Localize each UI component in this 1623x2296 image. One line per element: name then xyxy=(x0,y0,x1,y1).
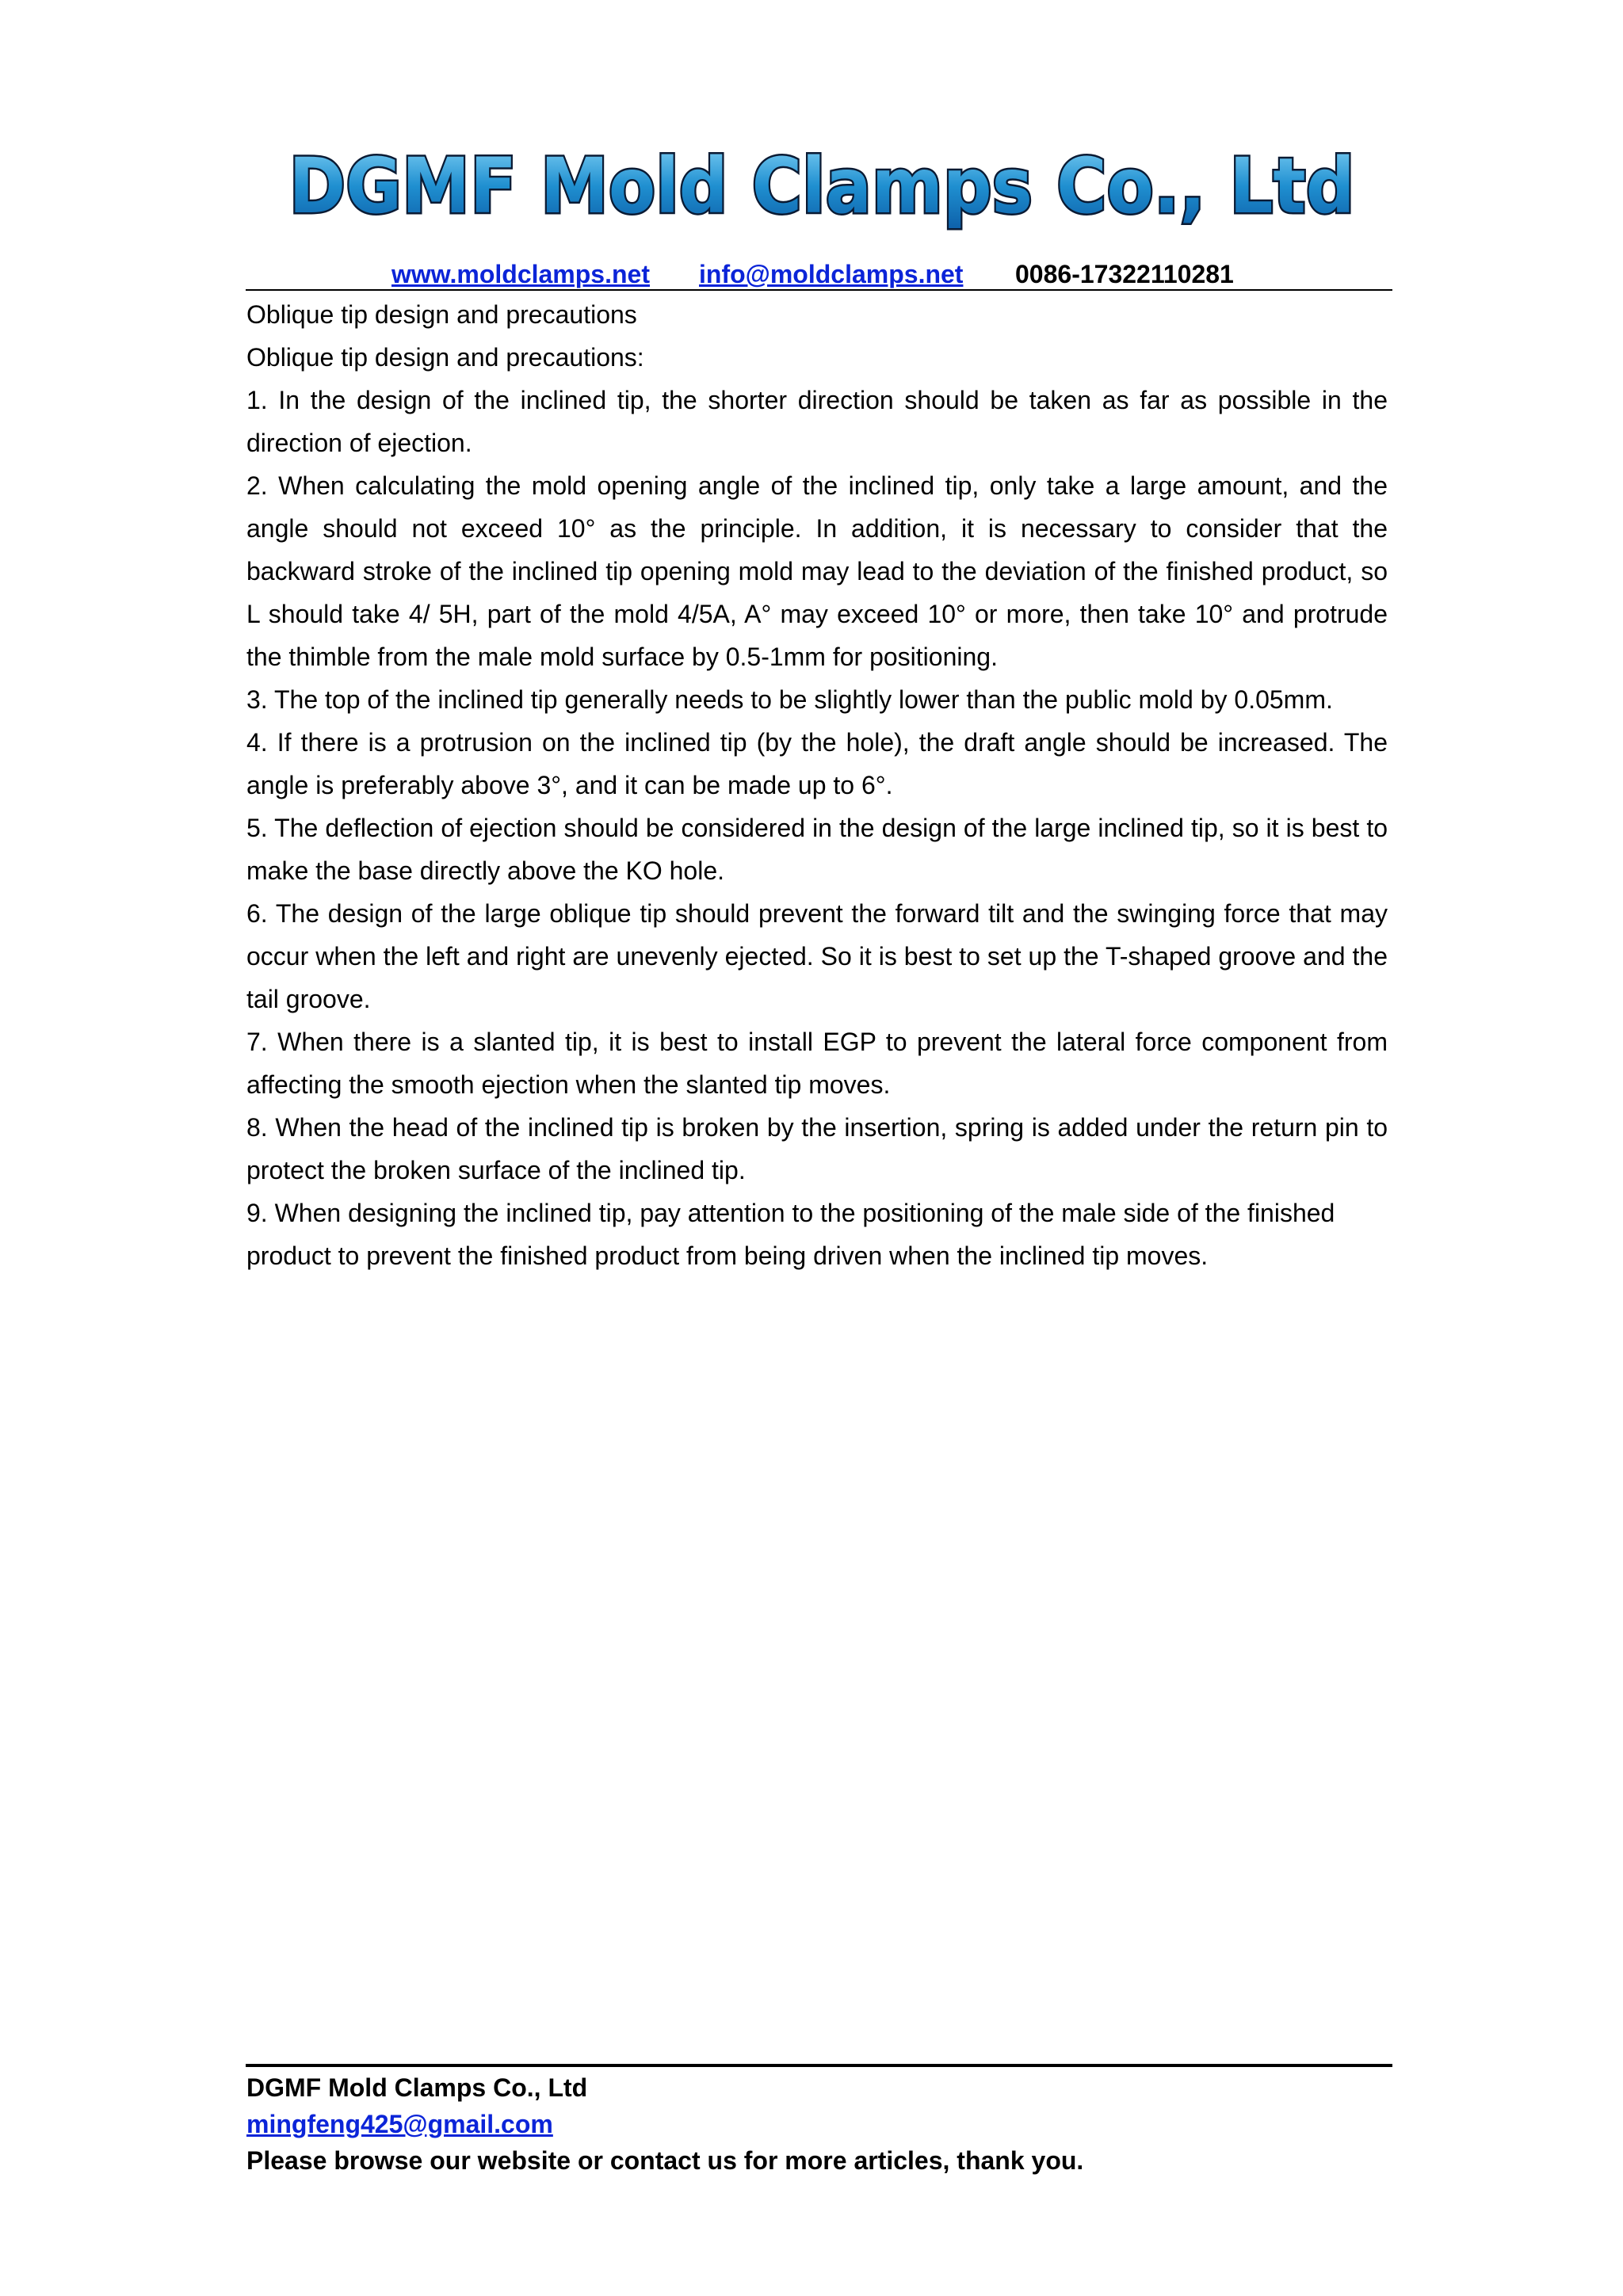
header-contact-line xyxy=(0,255,1623,293)
footer-divider xyxy=(246,2064,1392,2067)
article-item-9: 9. When designing the inclined tip, pay attention to the positioning of the male side of the finished product to prevent the finished product from being driven when the inclined tip moves. xyxy=(246,1199,1335,1270)
article-item-6: 6. The design of the large oblique tip should prevent the forward tilt and the swinging force that may occur when the left and right are unevenly ejected. So it is best to set up the T-shaped groove and the tail groove. xyxy=(246,899,1388,1013)
footer-email-link[interactable]: mingfeng425@gmail.com xyxy=(246,2110,553,2138)
company-logo xyxy=(281,141,1363,236)
article-body xyxy=(246,293,1388,1277)
article-item-1: 1. In the design of the inclined tip, the shorter direction should be taken as far as possible in the direction of ejection. xyxy=(246,386,1388,457)
footer-company: DGMF Mold Clamps Co., Ltd xyxy=(246,2073,588,2102)
phone-number: 0086-17322110281 xyxy=(1015,260,1234,288)
article-item-2: 2. When calculating the mold opening angle of the inclined tip, only take a large amount, and the angle should not exceed 10° as the principle. In addition, it is necessary to consider that the backward stroke of the inclined tip opening mold may lead to the deviation of the finished product, so L should take 4/ 5H, part of the mold 4/5A, A° may exceed 10° or more, then take 10° and protrude the thimble from the male mold surface by 0.5-1mm for positioning. xyxy=(246,471,1388,671)
logo-graphic xyxy=(281,141,1363,236)
article-item-8: 8. When the head of the inclined tip is broken by the insertion, spring is added under the return pin to protect the broken surface of the inclined tip. xyxy=(246,1113,1388,1184)
email-link[interactable]: info@moldclamps.net xyxy=(699,260,964,288)
header-divider xyxy=(246,289,1392,291)
website-link[interactable]: www.moldclamps.net xyxy=(391,260,650,288)
article-item-5: 5. The deflection of ejection should be considered in the design of the large inclined tip, so it is best to make the base directly above the KO hole. xyxy=(246,814,1388,885)
article-subtitle: Oblique tip design and precautions: xyxy=(246,343,644,372)
article-item-7: 7. When there is a slanted tip, it is best to install EGP to prevent the lateral force component from affecting the smooth ejection when the slanted tip moves. xyxy=(246,1028,1388,1099)
article-title: Oblique tip design and precautions xyxy=(246,300,637,329)
footer-note: Please browse our website or contact us for more articles, thank you. xyxy=(246,2146,1084,2175)
article-item-3: 3. The top of the inclined tip generally needs to be slightly lower than the public mold by 0.05mm. xyxy=(246,685,1333,714)
page-footer xyxy=(246,2069,1388,2179)
article-item-4: 4. If there is a protrusion on the inclined tip (by the hole), the draft angle should be increased. The angle is preferably above 3°, and it can be made up to 6°. xyxy=(246,728,1388,799)
logo-text: DGMF Mold Clamps Co., Ltd xyxy=(288,142,1355,231)
